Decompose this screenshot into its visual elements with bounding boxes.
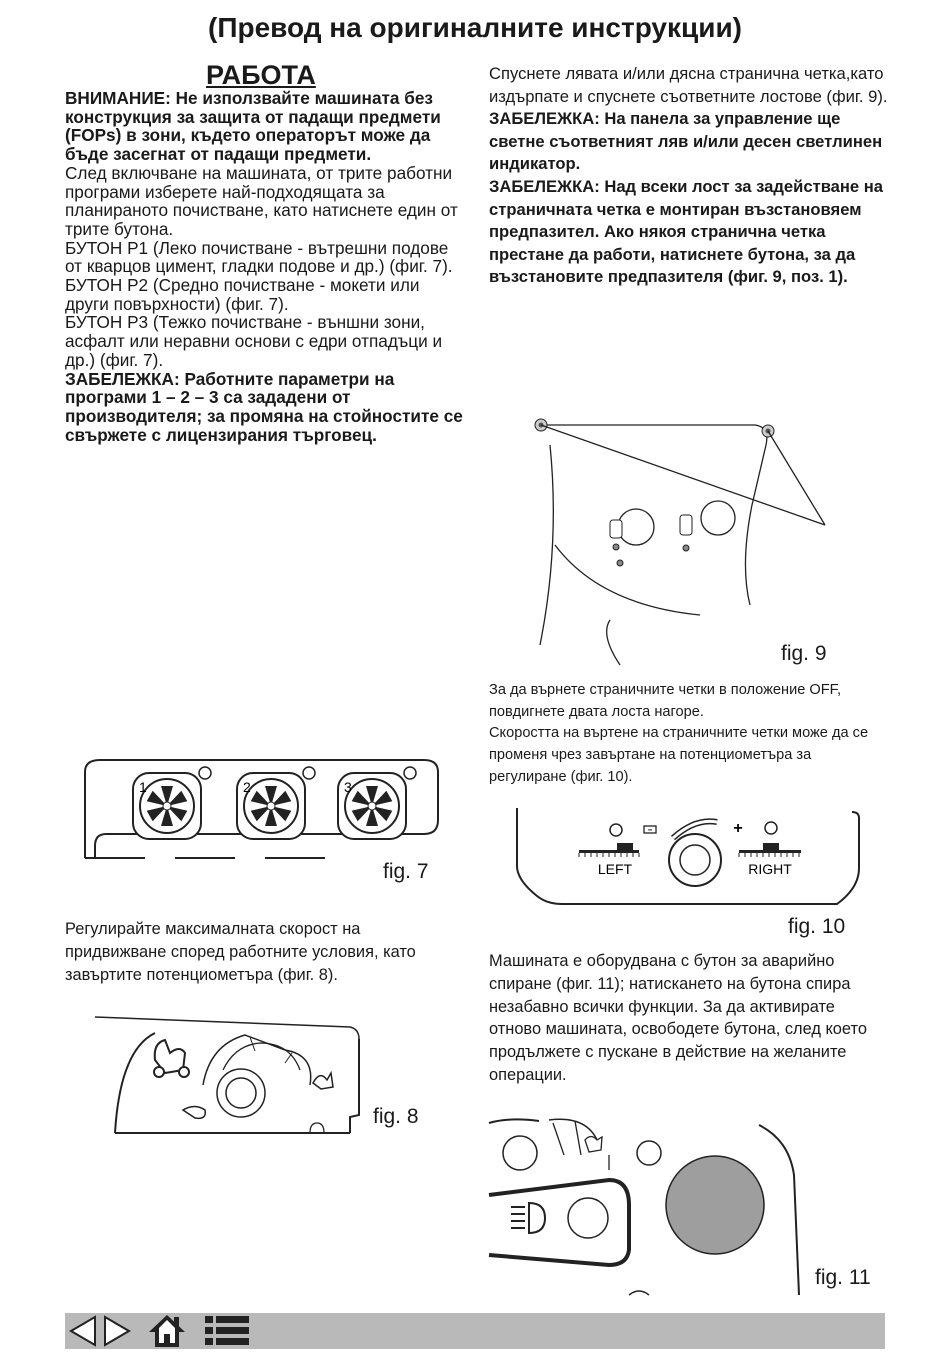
prev-page-button[interactable] <box>67 1313 99 1349</box>
fig11-caption: fig. 11 <box>815 1266 871 1289</box>
fig7-caption: fig. 7 <box>383 860 429 883</box>
fig9-text <box>489 680 884 789</box>
program-indicator-light <box>199 767 211 779</box>
home-button[interactable] <box>147 1313 187 1349</box>
program-button-2[interactable] <box>237 773 305 839</box>
fig10-panel <box>507 808 867 913</box>
program-number-label: 3 <box>344 779 352 795</box>
warning-text: ВНИМАНИЕ: Не използвайте машината без конструкция за защита от падащи предмети (FOPs) в зони, където операторът може да бъде засегнат от падащи предмети. <box>65 88 441 165</box>
fig10-minus-sign: − <box>647 825 653 835</box>
fig9-text2: Скоростта на въртене на страничните четки може да се променя чрез завъртане на потенциометъра за регулиране (фиг. 10). <box>489 725 869 785</box>
program-indicator-light <box>404 767 416 779</box>
prev-page-icon <box>67 1313 99 1349</box>
fig9-caption: fig. 9 <box>781 642 827 665</box>
note1-text: ЗАБЕЛЕЖКА: На панела за управление ще светне съответният ляв и/или десен светлинен индикатор. <box>489 109 883 174</box>
page-title: (Превод на оригиналните инструкции) <box>208 12 742 43</box>
fig10-left-label: LEFT <box>597 861 633 877</box>
home-icon <box>147 1313 187 1349</box>
left-column <box>65 89 465 444</box>
program-button-1[interactable] <box>133 773 201 839</box>
contents-list-icon <box>201 1313 251 1349</box>
section-heading: РАБОТА <box>206 60 316 90</box>
contents-button[interactable] <box>201 1313 251 1349</box>
fig8-text: Регулирайте максималната скорост на придвижване според работните условия, като завъртите потенциометъра (фиг. 8). <box>65 920 416 984</box>
program-button-3[interactable] <box>338 773 406 839</box>
program-number-label: 1 <box>139 779 147 795</box>
program-indicator-light <box>303 767 315 779</box>
program-number-label: 2 <box>243 779 251 795</box>
fig8-caption: fig. 8 <box>373 1105 419 1128</box>
note-text: ЗАБЕЛЕЖКА: Работните параметри на програми 1 – 2 – 3 са зададени от производителя; за промяна на стойностите се свържете с лицензирания търговец. <box>65 368 463 445</box>
button-p3-text: БУТОН P3 (Тежко почистване - външни зони, асфалт или неравни основи с едри отпадъци и др.) (фиг. 7). <box>65 312 443 370</box>
fig10-caption: fig. 10 <box>788 915 846 938</box>
right-column <box>489 63 889 289</box>
next-page-icon <box>101 1313 133 1349</box>
fig8-illustration <box>95 1015 365 1137</box>
button-p2-text: БУТОН P2 (Средно почистване - мокети или други повърхности) (фиг. 7). <box>65 275 420 314</box>
fig10-plus-sign: + <box>733 820 743 837</box>
lower-brushes-text: Спуснете лявата и/или дясна странична четка,като издърпате и спуснете съответните лостове (фиг. 9). <box>489 64 888 106</box>
fig9-illustration <box>520 405 840 670</box>
fig10-text: Машината е оборудвана с бутон за аварийно спиране (фиг. 11); натискането на бутона спира незабавно всички функции. За да активирате отново машината, освободете бутона, след което продължете с пускане в действие на желаните операции. <box>489 952 867 1084</box>
intro-text: След включване на машината, от трите работни програми изберете най-подходящата за планираното почистване, като натиснете един от трите бутона. <box>65 162 458 239</box>
fig9-text1: За да върнете страничните четки в положение OFF, повдигнете двата лоста нагоре. <box>489 682 842 720</box>
button-p1-text: БУТОН P1 (Леко почистване - вътрешни подове от кварцов цимент, гладки подове и др.) (фиг. 7). <box>65 237 453 277</box>
note2-text: ЗАБЕЛЕЖКА: Над всеки лост за задействане на страничната четка е монтиран възстановяем предпазител. Ако някоя странична четка престане да работи, натиснете бутона, за да възстановите предпазителя (фиг. 9, поз. 1). <box>489 176 884 287</box>
fig7-panel <box>82 758 442 863</box>
next-page-button[interactable] <box>101 1313 133 1349</box>
fig10-right-label: RIGHT <box>748 861 792 877</box>
fig11-illustration <box>489 1115 809 1305</box>
left-brush-icon <box>579 843 639 857</box>
right-brush-icon <box>739 843 801 857</box>
navigation-bar <box>65 1313 885 1349</box>
